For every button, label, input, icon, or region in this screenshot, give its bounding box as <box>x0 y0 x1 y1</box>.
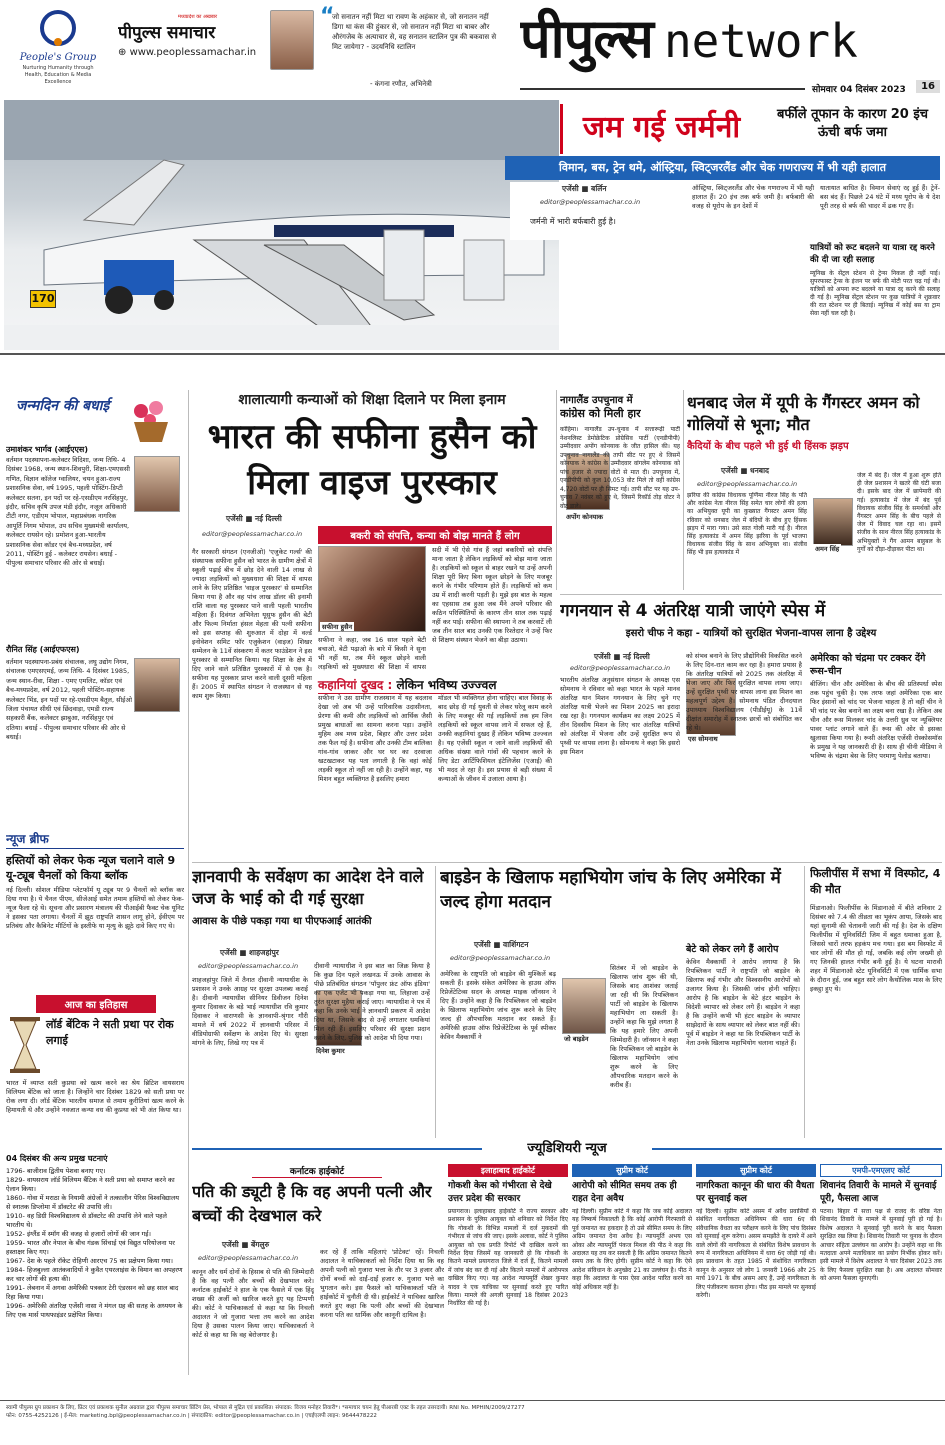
event-item: 1796- बाजीराव द्वितीय पेशवा बनाए गए। <box>6 1167 106 1175</box>
event-item: 1860- गोवा में मराठा के नियामी अंग्रेजों ने तत्कालीन पेरिस विश्वविद्यालय से स्नातक डिप्लोमा में डॉक्टरेट की उपाधि ली। <box>6 1194 180 1211</box>
germany-dateline: एजेंसी ■ बर्लिन <box>562 184 607 193</box>
event-item: 1952- इंग्लैंड में स्मॉग की वजह से हजारों लोगों की जान गई। <box>6 1230 151 1238</box>
newsbrief-label: न्यूज ब्रीफ <box>6 830 184 849</box>
sc2-label: सुप्रीम कोर्ट <box>696 1164 816 1177</box>
nagaland-kicker: नागालैंड उपचुनाव में <box>560 395 633 406</box>
footer-text: स्वामी पीपुल्स ग्रुप प्रकाशन के लिए, प्रिंटर एवं प्रकाशक सुनील अग्रवाल द्वारा पीपुल्स समाचार प्रिंटिंग प्रेस, भोपाल से मुद्रित एवं प्रकाशित। संपादक: विजय मनोहर तिवारी*। *समाचार चयन हेतु पीआरबी एक्ट के तहत उत्तरदायी। RNI No. MPHIN/2009/27277 <box>6 1405 525 1411</box>
nagaland-story <box>560 392 680 590</box>
safina-box-label: कहानियां दुखद : <box>318 678 393 692</box>
mpmla-text: पटना। बिहार में सत्ता पक्ष से राजद के वरिष्ठ नेता शिवानंद तिवारी के मामले में सुनवाई पूरी हो गई है। विशेष अदालत ने सुनवाई पूरी करने के बाद फैसला सुरक्षित रख लिया है। शिवानंद तिवारी पर चुनाव के दौरान आचार संहिता उल्लंघन का आरोप है। उन्होंने कहा था कि मतदाता अपने मताधिकार का प्रयोग निर्भीक होकर करें। इसी मामले में विशेष अदालत ने चार दिसंबर 2023 तक के लिए फैसला सुरक्षित रखा है। अब अदालत सोमवार को अपना फैसला सुनाएगी। <box>820 1208 942 1283</box>
footer-contact: फोन: 0755-4252126 | ई-मेल: marketing.bpl@peoplessamachar.co.in | संपादकीय: editor@peoplessamachar.co.in | एचईएलपी लाइन: 9644478222 <box>6 1413 377 1419</box>
snowy-airport-illustration <box>4 100 559 350</box>
dhanbad-col1: झरिया की कांग्रेस विधायक पूर्णिमा नीरज सिंह के पति और कांग्रेस नेता नीरज सिंह समेत चार लोगों की हत्या का अभियुक्त यूपी का कुख्यात गैंगस्टर अमन सिंह रविवार को धनबाद जेल में बंदियों के बीच हुए हिंसक झड़प में मारा गया। उसे सात गोली मारी गई है। नीरज सिंह हत्याकांड में अमन सिंह झरिया के पूर्व भाजपा विधायक संजीव सिंह के साथ अभियुक्त था। संजीव सिंह भी इस हत्याकांड में <box>687 492 807 557</box>
group-tagline: Nurturing Humanity through Health, Education & Media Excellence <box>22 65 94 85</box>
gaganyaan-story <box>560 598 942 860</box>
history-label: आज का इतिहास <box>36 995 156 1013</box>
peoples-group-emblem-icon <box>38 8 78 48</box>
dhanbad-subhead: कैदियों के बीच पहले भी हुई थी हिंसक झड़प <box>687 441 849 452</box>
sc1-text: नई दिल्ली। सुप्रीम कोर्ट ने कहा कि जब कोई अदालत यह निष्कर्ष निकालती है कि कोई आरोपी गिरफ्तारी से पूर्व जमानत का हकदार है तो उसे सीमित समय के लिए अग्रिम जमानत देना अवैध है। न्यायमूर्ति अभय एस ओका और न्यायमूर्ति पंकज मिथल की पीठ ने कहा कि अदालत यह तय कर सकती है कि अग्रिम जमानत कितने समय तक के लिए होगी। सुप्रीम कोर्ट ने कहा कि ऐसे आदेश संविधान के अनुच्छेद 21 का उल्लंघन है। पीठ ने कहा कि अदालत के पास ऐसा आदेश पारित करने का कोई अधिकार नहीं है। <box>572 1208 692 1291</box>
germany-subhead: बर्फीले तूफान के कारण 20 इंच ऊंची बर्फ जमा <box>776 107 929 140</box>
event-item: 1984- हिजबुल्ला आतंकवादियों ने कुवैत एयरलाइंस के विमान का अपहरण कर चार लोगों की हत्या की। <box>6 1266 183 1283</box>
event-item: 1959- भारत और नेपाल के बीच गंडक सिंचाई एवं विद्युत परियोजना पर हस्ताक्षर किए गए। <box>6 1239 175 1256</box>
dhanbad-headline: धनबाद जेल में यूपी के गैंगस्टर अमन को गोलियों से भूना; मौत <box>687 393 920 434</box>
network-english: network <box>663 14 858 68</box>
philippines-headline: फिलीपींस में सभा में विस्फोट, 4 की मौत <box>810 867 941 896</box>
allahabad-headline: गोकशी केस को गंभीरता से देखे उत्तर प्रदेश की सरकार <box>448 1181 552 1204</box>
germany-sidebox <box>808 240 942 350</box>
history-text: भारत में व्याप्त सती कुप्रथा को खत्म करने का श्रेय ब्रिटिश वायसराय विलियम बेंटिक को जाता है। जिन्होंने चार दिसंबर 1829 को सती प्रथा पर रोक लगा दी। लॉर्ड बेंटिक भारतीय समाज से तमाम कुरीतियां खत्म करने के हिमायती थे और उन्होंने नवजात कन्या वध की कुप्रथा को भी अंत किया था। <box>6 1079 184 1114</box>
gaganyaan-col2: को संभव बनाने के लिए प्रौद्योगिकी विकसित करने के लिए दिन-रात काम कर रहा है। हमारा प्रयास है कि अंतरिक्ष यात्रियों को 2025 तक अंतरिक्ष में भेजा जाए और फिर सुरक्षित वापस लाया जाए। उन्हें सुरक्षित पृथ्वी पर वापस लाना इस मिशन का महत्वपूर्ण उद्देश्य है। सोमनाथ पंडित दीनदयाल उपाध्याय विश्वविद्यालय (पीडीईयू) के 11वें दीक्षांत समारोह में स्नातक छात्रों को संबोधित कर रहे थे। <box>686 652 802 732</box>
biden-dateline: एजेंसी ■ वाशिंगटन <box>474 940 529 949</box>
event-item: 1967- देश के पहले रॉकेट रोहिणी आरएच 75 का प्रक्षेपण किया गया। <box>6 1257 173 1265</box>
flower-basket-icon <box>126 396 176 446</box>
gaganyaan-side-title: अमेरिका को चंद्रमा पर टक्कर देंगे रूस-चीन <box>810 653 926 677</box>
biden-headline: बाइडेन के खिलाफ महाभियोग जांच के लिए अमेरिका में जल्द होगा मतदान <box>440 868 781 912</box>
allahabad-story <box>448 1164 568 1374</box>
gyanvapi-photo-caption: दिनेश कुमार <box>316 1047 345 1055</box>
gaganyaan-dateline: एजेंसी ■ नई दिल्ली <box>594 652 650 661</box>
germany-lead: जर्मनी में भारी बर्फबारी हुई है। <box>530 217 616 226</box>
newsbrief-section <box>6 830 184 990</box>
history-headline: लॉर्ड बेंटिक ने सती प्रथा पर रोक लगाई <box>46 1018 174 1047</box>
quote-author: - कंगना रणौत, अभिनेत्री <box>370 80 432 88</box>
issue-date: सोमवार 04 दिसंबर 2023 <box>812 85 906 95</box>
newsbrief-text: नई दिल्ली। सोशल मीडिया प्लेटफॉर्म यू ट्यूब पर 9 चैनलों को ब्लॉक कर दिया गया है। ये चैनल पीएम, सीजेआई समेत तमाम हस्तियों को लेकर फेक-न्यूज फैला रहे थे। सूचना और प्रसारण मंत्रालय की पीआईबी फैक्ट चेक यूनिट ने इसका पता लगाया। चैनलों में झूठ राष्ट्रपति शासन लागू होने, ईवीएम पर प्रतिबंध और कैबिनेट मीटिंगों के इस्तीफे या मृत्यु के झूठे दावे किए गए थे। <box>6 886 184 930</box>
peoples-group-logo <box>8 6 108 98</box>
paper-small-name: पीपुल्स समाचार <box>118 23 216 43</box>
germany-box-title: यात्रियों को रूट बदलने या यात्रा रद्द करने की दी जा रही सलाह <box>810 243 935 265</box>
safina-headline: भारत की सफीना हुसैन को मिला वाइज पुरस्कार <box>207 417 537 503</box>
germany-headline-block <box>560 104 940 156</box>
karnataka-email: editor@peoplessamachar.co.in <box>198 1254 299 1262</box>
birthday-title: जन्मदिन की बधाई <box>16 398 110 414</box>
safina-box-head <box>318 676 552 694</box>
judiciary-banner-label: ज्यूडिशियरी न्यूज <box>482 1138 652 1156</box>
mpmla-story <box>820 1164 942 1374</box>
safina-kicker: शालात्यागी कन्याओं को शिक्षा दिलाने पर मिला इनाम <box>238 392 506 408</box>
sc1-label: सुप्रीम कोर्ट <box>572 1164 692 1177</box>
dhanbad-email: editor@peoplessamachar.co.in <box>697 480 798 488</box>
germany-banner: विमान, बस, ट्रेन थमे, ऑस्ट्रिया, स्विट्जरलैंड और चेक गणराज्य में भी यही हालात <box>505 156 940 180</box>
mpmla-label: एमपी-एमएलए कोर्ट <box>820 1164 942 1177</box>
safina-photo <box>318 546 426 632</box>
person2-text: वर्तमान पदस्थापना-प्रबंध संचालक, लघु उद्योग निगम, संचालक एमएसएमई, जन्म तिथि- 4 दिसंबर 1985, जन्म स्थान-रीवा, शिक्षा - एमए एमलिट, कॉडर एवं बैच-मध्यप्रदेश, वर्ष 2012, पहली पोस्टिंग-सहायक कलेक्टर भिंड, इन पदों पर रहे-एसडीएम बैतूल, सीईओ जिला पंचायत सीधी एवं छिंदवाड़ा, एमडी राज्य सहकारी बैंक, कलेक्टर झाबुआ, नरसिंहपुर एवं दतिया। बधाई - पीपुल्स समाचार परिवार की ओर से बधाई। <box>6 658 132 742</box>
karnataka-headline: पति की ड्यूटी है कि वह अपनी पत्नी और बच्चों की देखभाल करे <box>192 1182 432 1225</box>
events-list <box>6 1167 184 1367</box>
safina-dateline: एजेंसी ■ नई दिल्ली <box>226 514 282 523</box>
gyanvapi-dateline: एजेंसी ■ शाहजहांपुर <box>220 948 279 957</box>
masthead <box>0 0 945 104</box>
dhanbad-story <box>687 392 941 590</box>
history-section <box>6 995 184 1370</box>
paper-small-brand <box>118 14 268 74</box>
germany-text-block <box>510 182 940 240</box>
safina-box-col2: मॉडल भी व्यक्तिगत होना चाहिए। बाल विवाह के बाद छोड़ दी गई युवती से लेकर घरेलू काम करने के लिए मजबूर की गई लड़कियों तक हम जिन लड़कियों को स्कूल वापस लाने में सफल रहे हैं, उनकी कहानियां दुखद हैं लेकिन भविष्य उज्ज्वल है। यह एजेंसी स्कूल न जाने वाली लड़कियों की अधिक संख्या वाले गांवों की पहचान करने के लिए डेटा आर्टिफिशियल इंटेलिजेंस (एआई) की भी मदद ले रहा है। इस प्रयास से बड़ी संख्या में कन्याओं के जीवन में उजाला आया है। <box>438 694 552 783</box>
safina-box-col1: सफीना ने उस ग्रामीण राजस्थान में यह बदलाव देखा जो अब भी उन्हें पारिवारिक उदासीनता, प्रेरणा की कमी और लड़कियों को आर्थिक जैसी प्रमुख बाधाओं का सामना करना पड़ा। उन्होंने मुहिम अब मध्य प्रदेश, बिहार और उत्तर प्रदेश तक फैल गई है। सफीना और उनकी टीम बालिका गांव-गांव जाकर और घर घर का दरवाजा खटखटाकर यह पता लगाती है कि वहां कोई लड़की स्कूल तो नहीं जा रही है। उन्होंने कहा, यह मिशन बहुत व्यक्तिगत है इसलिए हमारा <box>318 694 432 783</box>
event-item: 1910- वह डिग्री विश्वविद्यालय से डॉक्टरेट की उपाधि लेने वाले पहले भारतीय थे। <box>6 1212 167 1229</box>
person1-name: उमाशंकर भार्गव (आईएएस) <box>6 445 88 454</box>
gaganyaan-col1: भारतीय अंतरिक्ष अनुसंधान संगठन के अध्यक्ष एस सोमनाथ ने रविवार को कहा भारत के पहले मानव अंतरिक्ष यान मिशन गगनयान के लिए चुने गए अंतरिक्ष यात्री भेजने का मिशन 2025 का इरादा रख रहा है। गगनयान कार्यक्रम का लक्ष्य 2025 में तीन दिवसीय मिशन के लिए चार अंतरिक्ष यात्रियों को अंतरिक्ष में भेजना और उन्हें सुरक्षित रूप से पृथ्वी पर वापस लाना है। सोमनाथ ने कहा कि इसरो इस मिशन <box>560 676 680 756</box>
dhanbad-photo-caption: अमन सिंह <box>815 545 840 553</box>
philippines-story <box>810 866 942 1136</box>
gyanvapi-email: editor@peoplessamachar.co.in <box>198 962 299 970</box>
hourglass-icon <box>8 1015 42 1075</box>
germany-col2: ऑस्ट्रिया, स्विट्जरलैंड और चेक गणराज्य में भी यही हालात हैं। 20 इंच तक बर्फ जमी है। बर्फबारी की वजह से यूरोप के इन देशों में <box>692 184 814 210</box>
gaganyaan-headline: गगनयान से 4 अंतरिक्ष यात्री जाएंगे स्पेस में <box>560 601 826 621</box>
quote-author-photo <box>270 10 314 70</box>
biden-email: editor@peoplessamachar.co.in <box>450 954 551 962</box>
gyanvapi-col2: दीवानी न्यायाधीश ने इस बात का जिक्र किया है कि कुछ दिन पहले लखनऊ में उनके आवास के पीछे प्रतिबंधित संगठन 'पॉपुलर फ्रंट ऑफ इंडिया' का एक एजेंट भी पकड़ा गया था, लिहाजा उन्हें तुरंत सुरक्षा मुहैया कराई जाए। न्यायाधीश ने पत्र में कहा कि उनके भाई ने ज्ञानवापी प्रकरण में आदेश दिया था, जिसके बाद से उन्हें लगातार धमकियां मिल रही हैं। इसलिए परिवार की सुरक्षा प्रदान करने के लिए, पुलिस को आदेश भी दिया गया। <box>314 962 430 1042</box>
dhanbad-photo <box>813 498 853 546</box>
sc2-headline: नागरिकता कानून की धारा की वैधता पर सुनवाई कल <box>696 1181 815 1204</box>
website-text: www.peoplessamachar.in <box>129 47 257 58</box>
event-item: 1991- लेबनान में अगवा अमेरिकी पत्रकार टेरी एंडरसन को छह साल बाद रिहा किया गया। <box>6 1284 179 1301</box>
quote-block <box>270 4 500 96</box>
safina-box-headline: लेकिन भविष्य उज्ज्वल <box>396 678 497 692</box>
event-item: 1829- वायसराय लॉर्ड विलियम बैंटिक ने सती प्रथा को समाप्त करने का ऐलान किया। <box>6 1176 175 1193</box>
gyanvapi-col1: शाहजहांपुर जिले में तैनात दीवानी न्यायाधीश के प्रशासन ने उनके आग्रह पर सुरक्षा उपलब्ध कराई है। दीवानी न्यायाधीश सीनियर डिवीजन दिनेश कुमार दिवाकर के बड़े भाई न्यायाधीश रवि कुमार दिवाकर ने वाराणसी के ज्ञानवापी-श्रृंगार गौरी मामले में वर्ष 2022 में ज्ञानवापी परिसर में वीडियोग्राफी सर्वेक्षण के आदेश दिए थे। सुरक्षा मांगने के लिए, लिखे गए पत्र में <box>192 976 308 1047</box>
safina-col1: गैर सरकारी संगठन (एनजीओ) 'एजुकेट गर्ल्स' की संस्थापक सफीना हुसैन को भारत के ग्रामीण क्षेत्रों में स्कूली पढ़ाई बीच में छोड़ देने वाली 14 लाख से ज्यादा लड़कियों को मुख्यधारा की शिक्षा में वापस लाने के लिए प्रतिष्ठित 'वाइज पुरस्कार' से सम्मानित किया गया है और वह पांच लाख डॉलर की इनामी राशि वाला यह पुरस्कार पाने वाली पहली भारतीय महिला हैं। दिवंगत अभिनेता यूसुफ हुसैन की बेटी और फिल्म निर्माता हंसल मेहता की पत्नी सफीना को इस सप्ताह की शुरुआत में दोहा में वर्ल्ड इनोवेशन समिट फॉर एजुकेशन (वाइज) शिखर सम्मेलन के 11वें संस्करण में कतर फाउंडेशन ने इस पुरस्कार से सम्मानित किया। यह शिक्षा के क्षेत्र में दिए जाने वाले प्रतिष्ठित पुरस्कारों में से एक है। सफीना यह पुरस्कार प्राप्त करने वाली दूसरी महिला हैं। 2005 में स्थापित संगठन ने राजस्थान से यह काम शुरू किया। <box>192 548 312 700</box>
safina-photo-caption: सफीना हुसैन <box>322 623 353 631</box>
mpmla-headline: शिवानंद तिवारी के मामले में सुनवाई पूरी, फैसला आज <box>820 1181 937 1204</box>
website-link[interactable] <box>118 47 268 58</box>
date-bar <box>520 80 940 98</box>
karnataka-col2: कर रहे हैं ताकि महिलाएं 'प्रोटेक्ट' रहें। निचली अदालत ने याचिकाकर्ता को निर्देश दिया था कि वह अपनी पत्नी को गुजारा भत्ता के तौर पर 3 हजार और दोनों बच्चों को दाईं-दाईं हजार रु. गुजारा भत्ते का भुगतान करे। इस फैसले को याचिकाकर्ता पति ने हाईकोर्ट में चुनौती दी थी। हाईकोर्ट ने याचिका खारिज करते हुए कहा कि पत्नी और बच्चों की देखभाल करना पति का धार्मिक और कानूनी दायित्व है। <box>320 1248 444 1319</box>
paper-small-top: मध्यप्रदेश का अखबार <box>178 14 218 20</box>
safina-kicker2: बकरी को संपत्ति, कन्या को बोझ मानते हैं लोग <box>318 526 552 544</box>
judiciary-banner <box>192 1138 942 1160</box>
germany-box-text: म्यूनिख के सेंट्रल स्टेशन से ट्रेन्स निकल ही नहीं पाई। सुपरफास्ट ट्रेन्स के इंजन पर बर्फ की मोटी परत चढ़ गई थी। यात्रियों को अपना रूट बदलने या यात्रा रद्द करने की सलाह दी गई है। म्यूनिख सेंट्रल स्टेशन पर कुछ यात्रियों ने शुक्रवार की रात स्टेशन पर ही बिताई। म्यूनिख में कोई बस या ट्राम सेवा नहीं चल रही है। <box>810 270 940 317</box>
event-item: 1996- अमेरिकी अंतरिक्ष एजेंसी नासा ने मंगल ग्रह की सतह के अध्ययन के लिए एक मार्स पाथफाइंडर प्रक्षेपित किया। <box>6 1302 183 1319</box>
karnataka-label: कर्नाटक हाईकोर्ट <box>252 1164 382 1178</box>
germany-headline: जम गई जर्मनी <box>560 104 760 154</box>
biden-side-title: बेटे को लेकर लगे हैं आरोप <box>686 944 779 955</box>
network-title <box>520 4 940 76</box>
person2-photo <box>134 658 180 712</box>
sc1-story <box>572 1164 692 1374</box>
allahabad-label: इलाहाबाद हाईकोर्ट <box>448 1164 568 1177</box>
nagaland-photo-caption: अपोंग कोनयाक <box>566 513 603 521</box>
biden-side-text: केविन मैक्कार्थी ने आरोप लगाया है कि रिपब्लिकन पार्टी ने राष्ट्रपति जो बाइडेन के खिलाफ कई गंभीर और विश्वसनीय आरोपों को उजागर किया है। जिसकी जांच होनी चाहिए। आरोप है कि बाइडेन के बेटे हंटर बाइडेन के विदेशी व्यापार को लेकर लगे हैं। बाइडेन ने कहा है कि उन्होंने कभी भी हंटर बाइडेन के व्यापार साझेदारों के साथ व्यापार को लेकर बात नहीं की। पूर्व में बाइडेन ने कहा था कि रिपब्लिकन पार्टी के नेता उनके खिलाफ महाभियोग चलाना चाहते हैं। <box>686 958 800 1047</box>
karnataka-story <box>192 1164 444 1374</box>
sc2-story <box>696 1164 816 1374</box>
safina-email: editor@peoplessamachar.co.in <box>202 530 303 538</box>
karnataka-dateline: एजेंसी ■ बेंगलुरु <box>222 1240 270 1249</box>
gaganyaan-photo-caption: एस सोमनाथ <box>688 735 718 743</box>
page-number: 16 <box>916 80 940 93</box>
runway-sign: 170 <box>30 290 56 308</box>
group-name: People's Group <box>19 52 97 63</box>
birthday-section <box>6 396 184 826</box>
germany-email: editor@peoplessamachar.co.in <box>540 198 641 206</box>
network-hindi: पीपुल्स <box>520 7 653 70</box>
biden-col1: अमेरिका के राष्ट्रपति जो बाइडेन की मुश्किलें बढ़ सकती हैं। इसके संकेत अमेरिका के हाउस ऑफ रिप्रेजेंटेटिव्स सदन के अध्यक्ष माइक जॉनसन ने दिए हैं। उन्होंने कहा है कि रिपब्लिकन जो बाइडेन के खिलाफ महाभियोग जांच शुरू करने के लिए जल्द ही औपचारिक मतदान कर सकते हैं। अमेरिकी हाउस ऑफ रिप्रेजेंटेटिव्स के पूर्व स्पीकर केविन मैक्कार्थी ने <box>440 970 556 1041</box>
gaganyaan-side-text: बीजिंग। चीन और अमेरिका के बीच की प्रतिस्पर्धा स्पेस तक पहुंच चुकी है। एक तरफ जहां अमेरिका एक बार फिर इंसानों को चांद पर भेजना चाहता है तो वहीं चीन ने भी चांद पर बेस बनाने का लक्ष्य बना रखा है। लेकिन अब चीन और रूस मिलकर चांद के उत्तरी ध्रुव पर न्यूक्लियर पावर प्लांट लगाने वाले हैं। रूस की ओर से इसका खुलासा किया गया है। रूसी अंतरिक्ष एजेंसी रोस्कोसमॉस के प्रमुख ने यह जानकारी दी है। साथ ही चीनी मीडिया ने भविष्य के चंद्रमा बेस के लिए परमाणु पेलोड बताया। <box>810 680 942 760</box>
quote-icon: “ <box>320 4 335 29</box>
events-title: 04 दिसंबर की अन्य प्रमुख घटनाएं <box>6 1154 108 1163</box>
biden-photo-caption: जो बाइडेन <box>564 1035 589 1043</box>
biden-col2: सितंबर में जो बाइडेन के खिलाफ जांच शुरू की थी, जिसके बाद आशंका जताई जा रही थी कि रिपब्लिकन पार्टी जो बाइडेन के खिलाफ महाभियोग ला सकती है। उन्होंने कहा कि मुझे लगता है कि यह हमारे लिए अपनी जिम्मेदारी है। जॉनसन ने कहा कि रिपब्लिकन जो बाइडेन के खिलाफ महाभियोग जांच शुरू करने के लिए औपचारिक मतदान करने के करीब हैं। <box>610 964 678 1089</box>
gaganyaan-subhead: इसरो चीफ ने कहा - यात्रियों को सुरक्षित भेजना-वापस लाना है उद्देश्य <box>625 628 877 639</box>
karnataka-col1: कानून और धर्म दोनों के हिसाब से पति की जिम्मेदारी है कि वह पत्नी और बच्चों की देखभाल करे। कर्नाटक हाईकोर्ट ने हाल के एक फैसले में एक हिंदू शख्स की अर्जी को खारिज करते हुए यह टिप्पणी की। कोर्ट ने याचिकाकर्ता से कहा था कि निचली अदालत ने जो गुजारा भत्ता तय करने का आदेश दिया है उसका पालन किया जाए। याचिकाकर्ता ने कोर्ट से कहा था कि वह बेरोजगार है। <box>192 1268 314 1339</box>
gaganyaan-email: editor@peoplessamachar.co.in <box>570 664 671 672</box>
person1-text: वर्तमान पदस्थापना-कलेक्टर विदिशा, जन्म तिथि- 4 दिसंबर 1968, जन्म स्थान-शिवपुरी, शिक्षा-एमएससी गणित, विज्ञान कॉलेज ग्वालियर, चयन हुआ-राज्य प्रशासनिक सेवा, वर्ष 1995, पहली पोस्टिंग-डिप्टी कलेक्टर सतना, इन पदों पर रहे-एसडीएम नरसिंहपुर, इंदौर, सचिव कृषि उपज मंडी इंदौर, नजूल अधिकारी टीटी नगर, एडीएम भोपाल, महाप्रबंधक नागरिक आपूर्ति निगम भोपाल, उप सचिव मुख्यमंत्री कार्यालय, कलेक्टर रायसेन रहे। प्रमोशन हुआ-भारतीय प्रशासनिक सेवा कॉडर एवं बैच-मध्यप्रदेश, वर्ष 2011, पोस्टिंग हुई - कलेक्टर रायसेन। बधाई - पीपुल्स समाचार परिवार की ओर से बधाई। <box>6 456 130 568</box>
gyanvapi-story <box>192 866 430 1136</box>
philippines-text: मिंडानाओ। फिलीपींस के मिंडानाओ में बीते शनिवार 2 दिसंबर को 7.4 की तीव्रता का भूकंप आया, जिसके बाद यहां सुनामी की चेतावनी जारी की गई है। देश के दक्षिण फिलीपींस में यूनिवर्सिटी जिम में बहुत धमाका हुआ है, जिससे चारों तरफ हड़कंप मच गया। इस बम विस्फोट में चार लोगों की मौत हो गई, जबकि कई लोग जख्मी हो गए जिनकी हालत गंभीर बनी हुई है। ये घटना मारावी शहर में मिंडानाओ स्टेट यूनिवर्सिटी में एक धार्मिक सभा के दौरान हुई, जब बहुत सारे लोग कैथोलिक मास के लिए इकट्ठा हुए थे। <box>810 904 942 993</box>
biden-story <box>440 866 800 1136</box>
gyanvapi-subhead: आवास के पीछे पकड़ा गया था पीएफआई आतंकी <box>192 916 372 927</box>
nagaland-headline: कांग्रेस को मिली हार <box>560 407 641 420</box>
sc2-text: नई दिल्ली। सुप्रीम कोर्ट असम में अवैध प्रवासियों से संबंधित नागरिकता अधिनियम की धारा 6ए की संवैधानिक वैधता का परीक्षण करने के लिए पांच दिसंबर को सुनवाई शुरू करेगा। असम समझौते के दायरे में आने वाले लोगों की नागरिकता से संबंधित विशेष प्रावधान के रूप में नागरिकता अधिनियम में धारा 6ए जोड़ी गई थी। इस प्रावधान के तहत 1985 में संशोधित नागरिकता कानून के अनुसार जो लोग 1 जनवरी 1966 और 25 मार्च 1971 के बीच असम आए हैं, उन्हें नागरिकता के लिए पंजीकरण कराना होगा। पीठ इस मामले पर सुनवाई करेगी। <box>696 1208 816 1300</box>
person1-photo <box>134 456 180 512</box>
globe-icon: ⊕ <box>118 47 127 58</box>
safina-col3: सदी में भी ऐसे गांव हैं जहां बकरियों को संपत्ति माना जाता है लेकिन लड़कियों को बोझ माना जाता है। लड़कियों को स्कूल से बाहर रखने या उन्हें अपनी शिक्षा पूरी किए बिना स्कूल छोड़ने के लिए मजबूर करने के गंभीर परिणाम होते हैं। लड़कियों को कम उम्र में शादी करनी पड़ती है। मुझे इस बात के महत्व का एहसास तब हुआ जब मैंने अपने परिवार की कठिन परिस्थितियों के कारण तीन साल तक पढ़ाई नहीं कर पाई। सफीना की स्थापना ने तब करवाटें ली जब तीन साल बाद उनकी एक रिश्तेदार ने उन्हें फिर से शिक्षण संस्थान भेजने का बीड़ा उठाया। <box>432 546 552 644</box>
nagaland-text: कोहिमा। नागालैंड उप-चुनाव में सत्तारूढ़ी पार्टी नेशनलिस्ट डेमोक्रेटिक प्रोग्रेसिव पार्टी (एनडीपीपी) उम्मीदवार अपोंग कोनयाक के जीत हासिल की। यह उपचुनाव नागालैंड की तापी सीट पर हुए थे जिसमें कोनयाक ने कांग्रेस के उम्मीदवार वांगलेम कोनयाक को पांच हजार से ज्यादा वोटों से मात दी। उपचुनाव में, एनडीपीपी को कुल 10,053 वोट मिले तो वहीं कांग्रेस 4,720 वोटों पर ही सिमट गई। तापी सीट पर यह उप-चुनाव 7 नवंबर को हुए थे, जिसमें रिकॉर्ड तोड़ वोटर ने वोट डाले। <box>560 426 680 510</box>
safina-story <box>192 390 552 860</box>
dhanbad-col2: जेल में बंद हैं। जेल में हुआ शुरू होते ही जेल प्रशासन ने खतरे की घंटी बजा दी। इसके बाद जेल में छापेमारी की गई। हत्याकांड में जेल में बंद पूर्व विधायक संजीव सिंह के समर्थकों और गैंगस्टर अमन सिंह के बीच पहले से जेल में विवाद चल रहा था। इसमें संजीव के साथ नीरज सिंह हत्याकांड के अभियुक्तों ने गैंग आमन बाहुबल के गुर्गों को दौड़ा-दौड़ाकर पीटा था। <box>857 472 941 553</box>
allahabad-text: प्रयागराज। इलाहाबाद हाईकोर्ट ने राज्य सरकार और प्रशासन के पुलिस आयुक्त को शनिवार को निर्देश दिए कि गोकशी के विभिन्न मामलों में दर्ज मुकदमों की गंभीरता से जांच की जाए। इसके अलावा, कोर्ट ने पुलिस आयुक्त को एक प्रगति रिपोर्ट भी दाखिल करने का निर्देश दिया जिसमें यह जानकारी हो कि गोकशी के कितने मामले प्रयागराज जिले में दर्ज हैं, कितने मामलों में जांच बंद कर दी गई और कितने मामलों में आरोपपत्र दाखिल किए गए। यह आदेश न्यायमूर्ति शेखर कुमार यादव ने एक याचिका पर सुनवाई करते हुए पारित किया। मामले की अगली सुनवाई 18 दिसंबर 2023 निर्धारित की गई है। <box>448 1208 568 1308</box>
quote-text: जो सनातन नहीं मिटा था रावण के अहंकार से, जो सनातन नहीं डिगा था कंस की हुंकार से, जो सनातन नहीं मिटा था बाबर और औरंगजेब के अत्याचार से, वह सनातन स्टालिन पुत्र की बकवास से मिट जायेगा? - उदयनिधि स्टालिन <box>332 13 497 51</box>
footer <box>0 1400 945 1445</box>
person2-name: रौनित सिंह (आईएफएस) <box>6 645 80 654</box>
dhanbad-dateline: एजेंसी ■ धनबाद <box>721 466 770 475</box>
safina-col2: सफीना ने कहा, जब 16 साल पहले बेटी बचाओ, बेटी पढ़ाओ के बारे में किसी ने सुना भी नहीं था, तब मैंने स्कूल छोड़ने वाली लड़कियों को मुख्यधारा की शिक्षा में वापस <box>318 636 426 671</box>
gyanvapi-headline: ज्ञानवापी के सर्वेक्षण का आदेश देने वाले जज के भाई को दी गई सुरक्षा <box>192 867 424 908</box>
sc1-headline: आरोपी को सीमित समय तक ही राहत देना अवैध <box>572 1181 677 1204</box>
newsbrief-headline: हस्तियों को लेकर फेक न्यूज चलाने वाले 9 यू-ट्यूब चैनलों को किया ब्लॉक <box>6 854 176 882</box>
germany-photo <box>4 100 559 350</box>
germany-col3: यातायात बाधित है। विमान सेवाएं रद्द हुई हैं। ट्रेनें-बस बंद हैं। पिछले 24 घंटे में मध्य यूरोप के ये देश पूरी तरह से बर्फ की चादर में ढक गए हैं। <box>820 184 940 210</box>
